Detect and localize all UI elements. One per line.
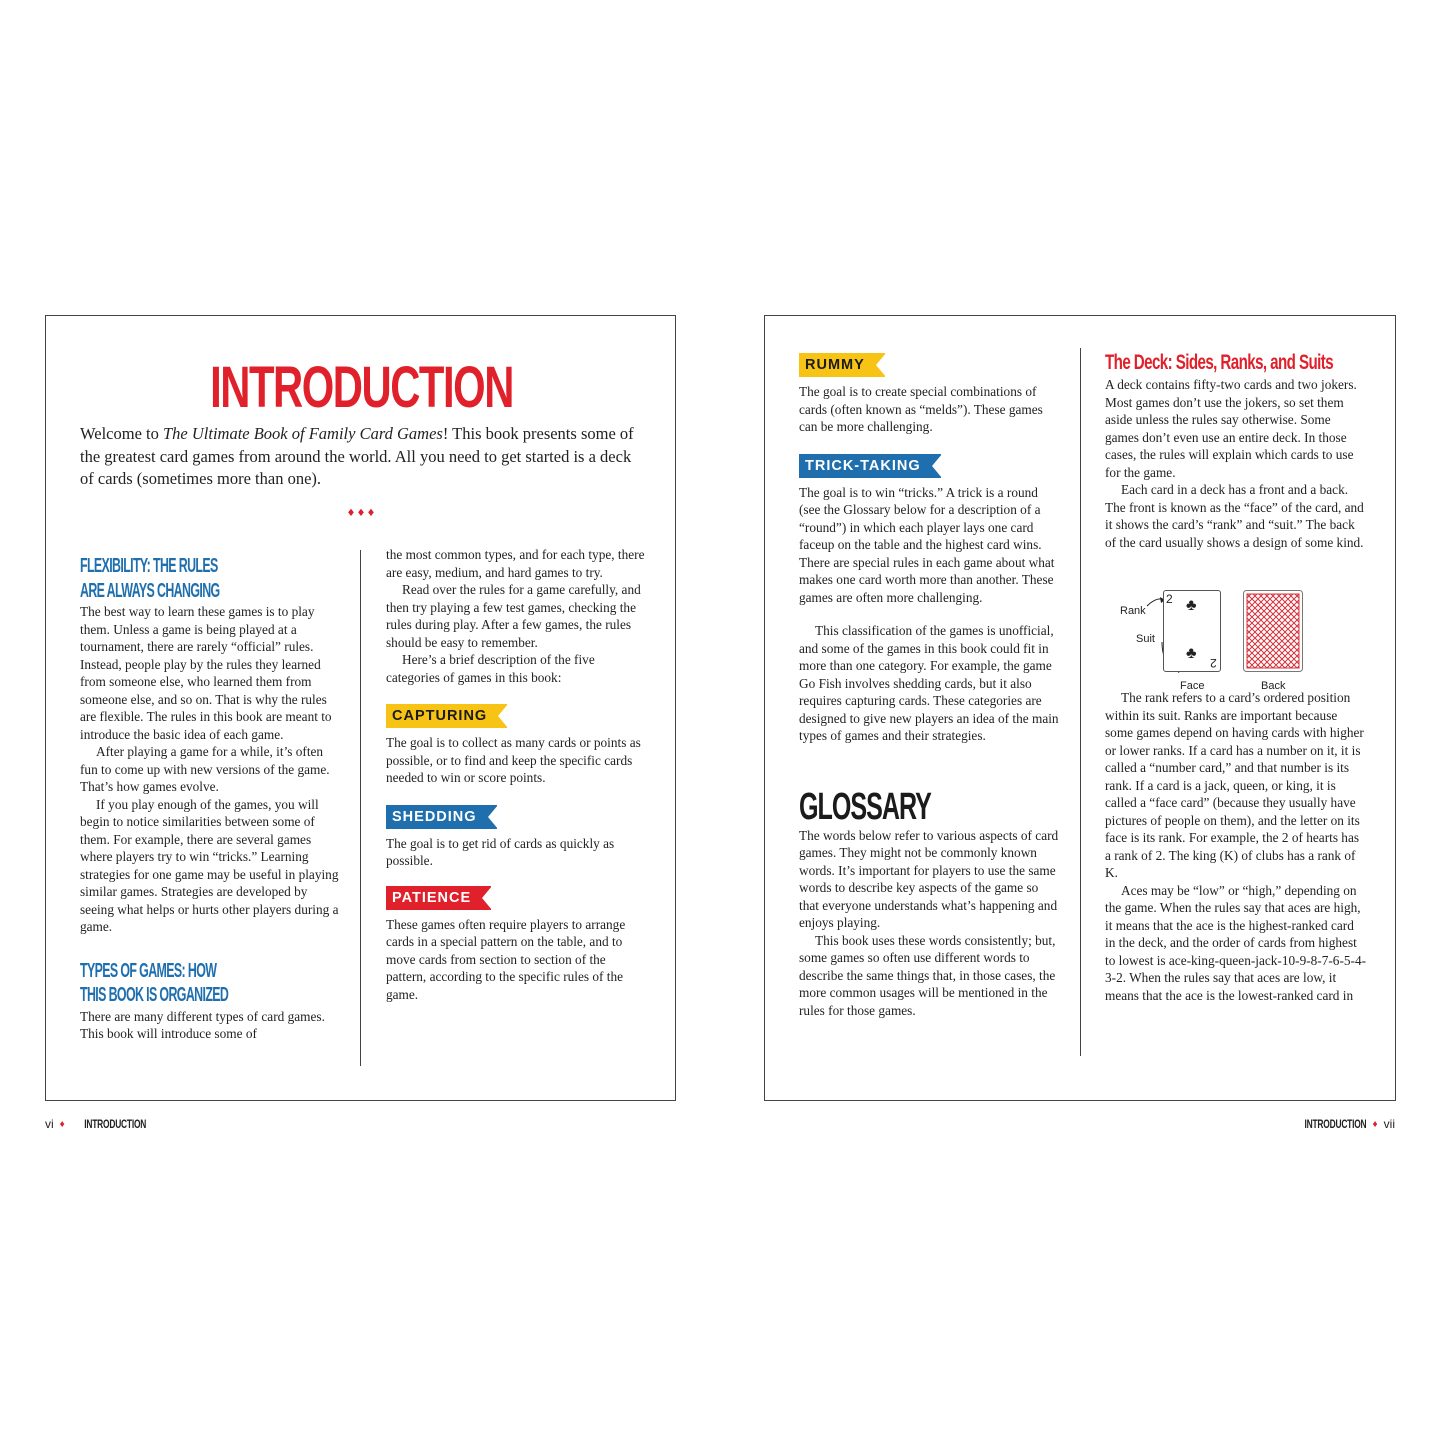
intro-text-end: ! This book presents some of the greatest card games from around the world. All you need to get started is a deck of cards (sometimes more than one). bbox=[80, 424, 634, 488]
right-column-1 bbox=[799, 353, 1061, 1019]
flexibility-paragraph-1: The best way to learn these games is to play them. Unless a game is being played at a tournament, there are rarely “official” rules. Instead, people play by the rules they learned from someone else, who learned them from someone else, and so on. That is why the rules are flexible. The rules in this book are meant to introduce the basic idea of each game. bbox=[80, 604, 332, 742]
back-label: Back bbox=[1261, 680, 1286, 692]
card-back bbox=[1243, 590, 1303, 672]
column-divider bbox=[1080, 348, 1081, 1056]
deck-paragraph-2: Each card in a deck has a front and a back. The front is known as the “face” of the card, and it shows the card’s “rank” and “suit.” The back of the card usually shows a design of some kind. bbox=[1105, 482, 1364, 550]
footer-right bbox=[1278, 1117, 1395, 1131]
shedding-text: The goal is to get rid of cards as quickly as possible. bbox=[386, 835, 615, 868]
page-number-left: vi bbox=[45, 1117, 54, 1131]
flexibility-heading-line2: ARE ALWAYS CHANGING bbox=[80, 579, 220, 602]
footer-section-label-left: INTRODUCTION bbox=[84, 1117, 146, 1131]
diamond-divider-icon: ♦♦♦ bbox=[346, 508, 377, 519]
glossary-paragraph-2: This book uses these words consistently; but, some games so often use different words to describe the same things that, in those cases, the more common usages will be mentioned in the rules for those games. bbox=[799, 932, 1056, 1018]
types-paragraph-4: Here’s a brief description of the five categories of games in this book: bbox=[386, 652, 595, 685]
card-diagram bbox=[1105, 586, 1367, 698]
rank-paragraph-1: The rank refers to a card’s ordered position within its suit. Ranks are important because some games depend on having cards with higher or lower ranks. If a card has a number on it, it is called a “number card,” and that number is its rank. If a card is a jack, queen, or king, it is called a “face card” (because they usually have pictures of people on them), and the letter on its face is its rank. For example, the 2 of hearts has a rank of 2. The king (K) of clubs has a rank of K. bbox=[1105, 690, 1364, 880]
capturing-text: The goal is to collect as many cards or points as possible, or to find and keep the specific cards needed to win or score points. bbox=[386, 735, 641, 785]
diagram-arrows bbox=[1105, 586, 1367, 698]
suit-label: Suit bbox=[1136, 633, 1155, 645]
card-face bbox=[1163, 590, 1221, 672]
flexibility-paragraph-2: After playing a game for a while, it’s often fun to come up with new versions of the game. That’s how games evolve. bbox=[80, 744, 330, 794]
flexibility-paragraph-3: If you play enough of the games, you will begin to notice similarities between some of them. For example, there are several games where players try to win “tricks.” Learning strategies for one game may be useful in playing similar games. Strategies are developed by seeing what helps or hurts other players during a game. bbox=[80, 796, 339, 934]
column-divider bbox=[360, 550, 361, 1066]
left-column-1 bbox=[80, 554, 342, 1043]
book-title-italic: The Ultimate Book of Family Card Games bbox=[162, 424, 443, 443]
types-paragraph-1: There are many different types of card games. This book will introduce some of bbox=[80, 1008, 325, 1041]
footer-left bbox=[45, 1117, 159, 1131]
footer-diamond-icon: ♦ bbox=[1372, 1118, 1378, 1130]
patience-banner: PATIENCE bbox=[386, 886, 491, 910]
glossary-paragraph-1: The words below refer to various aspects of card games. They might not be commonly known words. It’s important for players to use the same words to describe key aspects of the game so that everyone understands what’s happening and enjoys playing. bbox=[799, 827, 1059, 930]
club-icon: ♣ bbox=[1186, 597, 1197, 614]
footer-diamond-icon: ♦ bbox=[59, 1118, 65, 1130]
glossary-title: GLOSSARY bbox=[799, 785, 931, 828]
capturing-banner: CAPTURING bbox=[386, 704, 507, 728]
deck-heading: The Deck: Sides, Ranks, and Suits bbox=[1105, 351, 1334, 374]
classification-text: This classification of the games is unofficial, and some of the games in this book could fit in more than one category. For example, the game Go Fish involves shedding cards, but it also requires capturing cards. These categories are designed to give new players an idea of the main types of games and their strategies. bbox=[799, 623, 1059, 743]
page-title: INTRODUCTION bbox=[210, 355, 513, 420]
footer-section-label-right: INTRODUCTION bbox=[1304, 1117, 1367, 1131]
rummy-text: The goal is to create special combinations of cards (often known as “melds”). These games can be more challenging. bbox=[799, 384, 1043, 434]
club-icon: ♣ bbox=[1186, 645, 1197, 662]
intro-paragraph bbox=[80, 423, 640, 491]
types-paragraph-2: the most common types, and for each type, there are easy, medium, and hard games to try. bbox=[386, 547, 645, 580]
face-label: Face bbox=[1180, 680, 1205, 692]
trick-taking-banner: TRICK-TAKING bbox=[799, 454, 941, 478]
left-column-2 bbox=[386, 546, 648, 1003]
card-rank-top: 2 bbox=[1166, 592, 1173, 606]
rank-label: Rank bbox=[1120, 605, 1146, 617]
types-heading-line2: THIS BOOK IS ORGANIZED bbox=[80, 984, 229, 1006]
rummy-banner: RUMMY bbox=[799, 353, 885, 377]
intro-text-start: Welcome to bbox=[80, 424, 163, 443]
left-page bbox=[45, 315, 676, 1101]
shedding-banner: SHEDDING bbox=[386, 805, 497, 829]
trick-taking-text: The goal is to win “tricks.” A trick is a round (see the Glossary below for a description of a “round”) in which each player lays one card faceup on the table and the highest card wins. There are special rules in each game about what makes one card worth more than another. These games are often more challenging. bbox=[799, 484, 1055, 605]
types-paragraph-3: Read over the rules for a game carefully, and then try playing a few test games, checking the rules during play. After a few games, the rules should be easy to remember. bbox=[386, 582, 641, 650]
rank-paragraph-2: Aces may be “low” or “high,” depending on the game. When the rules say that aces are high, it means that the ace is the highest-ranked card in the deck, and the order of cards from highest to lowest is ace-king-queen-jack-10-9-8-7-6-5-4-3-2. When the rules say that aces are low, it means that the ace is the lowest-ranked card in bbox=[1105, 882, 1367, 1003]
page-number-right: vii bbox=[1383, 1117, 1395, 1131]
deck-paragraph-1: A deck contains fifty-two cards and two jokers. Most games don’t use the jokers, so set them aside unless the rules say otherwise. Some games don’t even use an entire deck. In those cases, the rules will explain which cards to use for the game. bbox=[1105, 377, 1357, 480]
types-heading-line1: TYPES OF GAMES: HOW bbox=[80, 959, 217, 982]
patience-text: These games often require players to arrange cards in a special pattern on the table, and to move cards from section to section of the pattern, according to the specific rules of the game. bbox=[386, 916, 626, 1002]
right-page bbox=[764, 315, 1396, 1101]
card-rank-bottom: 2 bbox=[1210, 656, 1217, 670]
flexibility-heading-line1: FLEXIBILITY: THE RULES bbox=[80, 555, 218, 577]
